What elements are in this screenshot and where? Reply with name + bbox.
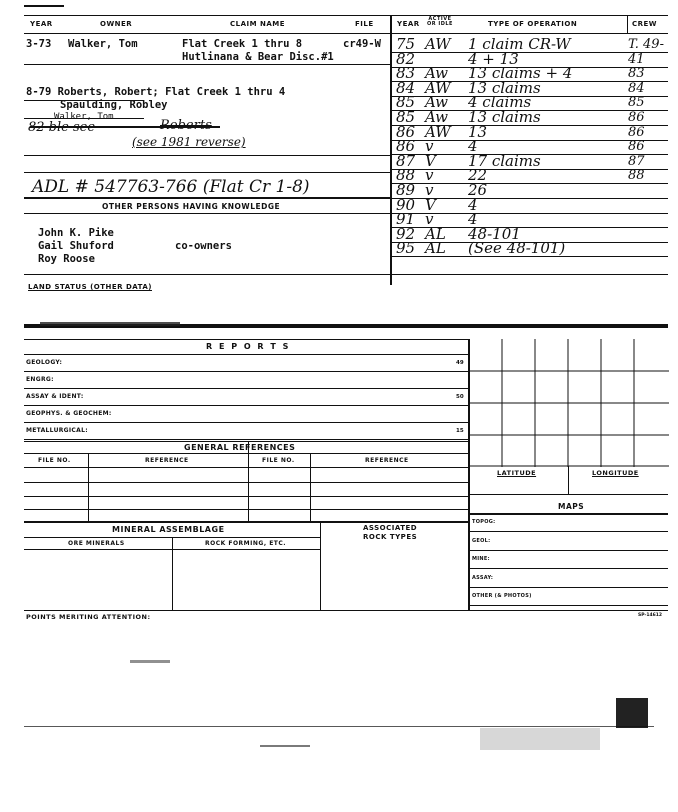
activity-status: Aw — [425, 108, 448, 126]
reports-title-rule-top — [24, 339, 468, 340]
land-status: LAND STATUS (OTHER DATA) — [28, 283, 152, 291]
knowledge-bottom-rule — [24, 213, 390, 214]
activity-operation: 4 — [468, 210, 478, 228]
owner-rule-b — [24, 118, 144, 119]
report-rule — [24, 422, 468, 423]
activity-crew: 87 — [628, 154, 645, 169]
maps-title: MAPS — [558, 502, 585, 511]
genref-title: GENERAL REFERENCES — [184, 443, 296, 452]
activity-operation: 13 — [468, 123, 488, 141]
activity-operation: 13 claims — [468, 108, 541, 126]
scan-artifact-block — [616, 698, 648, 728]
activity-status: Aw — [425, 93, 448, 111]
col-year: YEAR — [30, 20, 53, 28]
knowledge-title: OTHER PERSONS HAVING KNOWLEDGE — [102, 202, 281, 211]
scan-artifact-line — [24, 726, 654, 727]
activity-operation: 4 — [468, 196, 478, 214]
scan-artifact-bar — [40, 322, 180, 326]
owner-row-rule — [24, 64, 390, 65]
activity-year: 75 — [396, 35, 416, 53]
form-number: SP-14612 — [638, 613, 662, 618]
report-rule — [24, 439, 468, 440]
location-grid — [469, 339, 669, 467]
activity-status: AW — [425, 79, 451, 97]
activity-status: V — [425, 152, 436, 170]
adl-handwritten: ADL # 547763-766 (Flat Cr 1-8) — [32, 177, 310, 197]
owner-year-1: 3-73 — [26, 38, 52, 50]
map-row-label: MINE: — [472, 556, 490, 562]
report-label: ENGRG: — [26, 376, 54, 383]
genref-title-rule — [24, 453, 468, 454]
activity-operation: 13 claims — [468, 79, 541, 97]
genref-v1 — [88, 453, 89, 521]
reports-title: R E P O R T S — [206, 342, 291, 351]
activity-year: 82 — [396, 50, 416, 68]
map-row-rule — [469, 568, 668, 569]
ore-minerals: ORE MINERALS — [68, 540, 125, 547]
activity-crew: 86 — [628, 125, 645, 140]
genref-rule-4 — [24, 509, 468, 510]
activity-year: 89 — [396, 181, 416, 199]
points-meriting: POINTS MERITING ATTENTION: — [26, 613, 151, 621]
report-label: GEOLOGY: — [26, 359, 63, 366]
activity-operation: 26 — [468, 181, 488, 199]
mineral-title: MINERAL ASSEMBLAGE — [112, 525, 225, 534]
map-row-label: TOPOG: — [472, 519, 496, 525]
mineral-top-rule — [24, 521, 468, 523]
co-owners-note: co-owners — [175, 240, 232, 252]
person-3: Roy Roose — [38, 253, 95, 265]
owner-rule-a — [24, 100, 144, 101]
assoc-rock-types: ASSOCIATED ROCK TYPES — [363, 524, 418, 541]
activity-operation: 4 claims — [468, 93, 532, 111]
activity-status: AL — [425, 225, 446, 243]
activity-year: 85 — [396, 108, 416, 126]
longitude-label: LONGITUDE — [592, 469, 639, 477]
owner-line-2: 8-79 Roberts, Robert; Flat Creek 1 thru 4 — [26, 86, 286, 98]
owner-rule-c — [24, 155, 390, 156]
genref-rule-3 — [24, 496, 468, 497]
person-2: Gail Shuford — [38, 240, 114, 252]
activity-year: 83 — [396, 64, 416, 82]
activity-status: v — [425, 181, 434, 199]
struck-name: Roberts — [160, 118, 212, 133]
activity-year: 88 — [396, 166, 416, 184]
activity-status: v — [425, 210, 434, 228]
activity-crew: T. 49-41 — [628, 37, 664, 67]
activity-status: AL — [425, 239, 446, 257]
report-rule — [24, 405, 468, 406]
activity-crew: 84 — [628, 81, 645, 96]
latlon-divider — [568, 466, 569, 494]
land-status-top-rule — [24, 274, 668, 275]
file-number: cr49-W — [343, 38, 381, 50]
col-type-operation: TYPE OF OPERATION — [488, 20, 578, 28]
col-active-idle: ACTIVE OR IDLE — [427, 16, 453, 27]
scan-artifact-mark-2 — [260, 745, 310, 747]
genref-rule-2 — [24, 482, 468, 483]
genref-col-ref-2: REFERENCE — [365, 457, 409, 464]
report-rule — [24, 371, 468, 372]
claim-name-2: Hutlinana & Bear Disc.#1 — [182, 51, 334, 63]
report-label: GEOPHYS. & GEOCHEM: — [26, 410, 112, 417]
reports-title-rule-bottom — [24, 354, 468, 355]
report-label: METALLURGICAL: — [26, 427, 88, 434]
report-label: ASSAY & IDENT: — [26, 393, 84, 400]
latitude-label: LATITUDE — [497, 469, 537, 477]
activity-year: 90 — [396, 196, 416, 214]
rock-forming: ROCK FORMING, ETC. — [205, 540, 287, 547]
activity-year: 87 — [396, 152, 416, 170]
report-page-number: 15 — [456, 428, 464, 434]
owner-rule-d — [24, 172, 390, 173]
genref-col-file-2: FILE NO. — [262, 457, 295, 464]
col-owner: OWNER — [100, 20, 133, 28]
activity-operation: 4 — [468, 137, 478, 155]
activity-crew: 86 — [628, 139, 645, 154]
activity-status: v — [425, 166, 434, 184]
owner-line-4: Walker, Tom — [54, 112, 114, 122]
handwritten-note-1: 82 ble see — [28, 120, 96, 135]
activity-crew: 83 — [628, 66, 645, 81]
map-row-rule — [469, 587, 668, 588]
activity-divider — [390, 15, 392, 285]
col-file: FILE — [355, 20, 374, 28]
activity-year: 85 — [396, 93, 416, 111]
activity-operation: 22 — [468, 166, 488, 184]
map-row-label: GEOL: — [472, 538, 491, 544]
genref-v3 — [310, 453, 311, 521]
activity-year: 86 — [396, 123, 416, 141]
report-rule — [24, 388, 468, 389]
report-page-number: 50 — [456, 394, 464, 400]
col-crew: CREW — [632, 20, 658, 28]
header-top-rule — [24, 15, 668, 16]
activity-status: V — [425, 196, 436, 214]
activity-operation: 48-101 — [468, 225, 521, 243]
activity-crew: 88 — [628, 168, 645, 183]
activity-operation: 1 claim CR-W — [468, 35, 571, 53]
genref-rule-1 — [24, 467, 468, 468]
person-1: John K. Pike — [38, 227, 114, 239]
genref-top-rule — [24, 441, 468, 442]
activity-operation: 17 claims — [468, 152, 541, 170]
points-top-rule — [24, 610, 668, 611]
owner-name-1: Walker, Tom — [68, 38, 138, 50]
activity-crew: 85 — [628, 95, 645, 110]
header-bottom-rule — [24, 33, 668, 34]
scan-artifact-noise — [480, 728, 600, 750]
activity-rule — [390, 52, 668, 53]
claim-name-1: Flat Creek 1 thru 8 — [182, 38, 303, 50]
map-row-label: ASSAY: — [472, 575, 494, 581]
top-rule — [24, 5, 64, 7]
knowledge-top-rule — [24, 197, 390, 199]
maps-top-rule — [469, 494, 668, 495]
map-row-label: OTHER (& PHOTOS) — [472, 593, 532, 599]
map-row-rule — [469, 531, 668, 532]
map-row-rule — [469, 605, 668, 606]
crew-divider — [627, 15, 628, 33]
activity-year: 84 — [396, 79, 416, 97]
genref-col-file-1: FILE NO. — [38, 457, 71, 464]
activity-year: 86 — [396, 137, 416, 155]
activity-rule — [390, 256, 668, 257]
activity-year: 95 — [396, 239, 416, 257]
activity-operation: 13 claims + 4 — [468, 64, 573, 82]
report-page-number: 49 — [456, 360, 464, 366]
handwritten-note-2: (see 1981 reverse) — [132, 135, 246, 149]
activity-operation: 4 + 13 — [468, 50, 519, 68]
activity-crew: 86 — [628, 110, 645, 125]
activity-year: 92 — [396, 225, 416, 243]
col-claim-name: CLAIM NAME — [230, 20, 286, 28]
col-year-2: YEAR — [397, 20, 420, 28]
maps-title-rule — [469, 513, 668, 515]
scan-artifact-mark — [130, 660, 170, 663]
mineral-v1 — [320, 521, 321, 610]
activity-operation: (See 48-101) — [468, 239, 566, 257]
activity-year: 91 — [396, 210, 416, 228]
owner-line-3: Spaulding, Robley — [60, 99, 168, 111]
activity-status: v — [425, 137, 434, 155]
map-row-rule — [469, 550, 668, 551]
activity-status: Aw — [425, 64, 448, 82]
activity-status: AW — [425, 35, 451, 53]
genref-col-ref-1: REFERENCE — [145, 457, 189, 464]
strike-line — [30, 126, 220, 128]
activity-status: AW — [425, 123, 451, 141]
mineral-v2 — [172, 537, 173, 610]
